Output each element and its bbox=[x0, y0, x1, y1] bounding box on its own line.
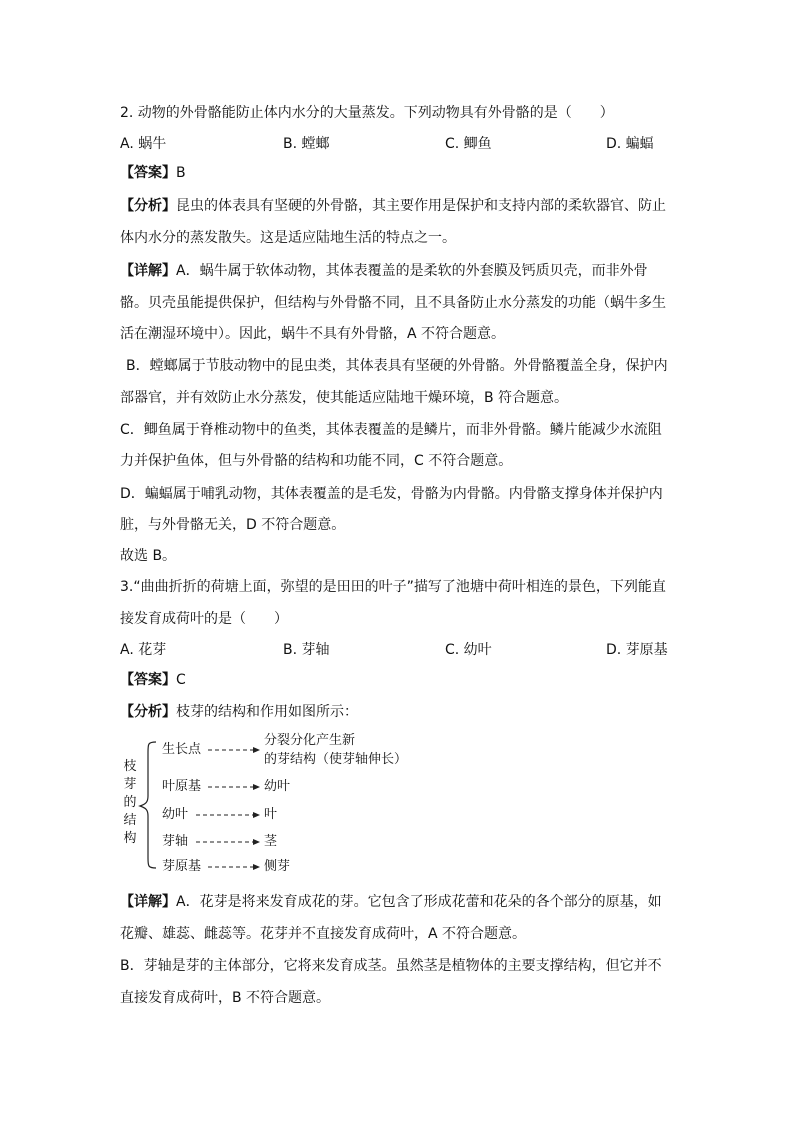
q3-question-line1: 3.“曲曲折折的荷塘上面，弥望的是田田的叶子”描写了池塘中荷叶相连的景色，下列能直 bbox=[120, 579, 666, 595]
part-bud-primordium: 芽原基 bbox=[162, 859, 202, 874]
result-growth-point-2: 的芽结构（使芽轴伸长） bbox=[264, 752, 408, 767]
bud-structure-diagram bbox=[120, 730, 440, 880]
q3-detail-line3: B．芽轴是芽的主体部分，它将来发育成茎。虽然茎是植物体的主要支撑结构，但它并不 bbox=[120, 958, 662, 974]
result-leaf-primordium: 幼叶 bbox=[264, 779, 291, 794]
q3-option-a: A. 花芽 bbox=[120, 642, 167, 658]
diagram-root-label bbox=[122, 758, 138, 848]
detail-tag: 【详解】 bbox=[120, 894, 176, 910]
q2-option-d: D. 蝙蝠 bbox=[606, 136, 654, 152]
q3-detail-line2: 花瓣、雄蕊、雌蕊等。花芽并不直接发育成荷叶，A 不符合题意。 bbox=[120, 926, 527, 942]
root-char: 的 bbox=[123, 795, 137, 810]
q2-option-c: C. 鲫鱼 bbox=[445, 136, 492, 152]
answer-value: B bbox=[176, 165, 186, 181]
q3-analysis bbox=[120, 702, 358, 722]
result-bud-primordium: 侧芽 bbox=[264, 859, 291, 874]
q2-option-a: A. 蜗牛 bbox=[120, 136, 167, 152]
q2-option-b: B. 螳螂 bbox=[283, 136, 330, 152]
answer-tag: 【答案】 bbox=[120, 672, 176, 688]
root-char: 构 bbox=[123, 831, 137, 846]
result-young-leaf: 叶 bbox=[264, 807, 278, 822]
q3-detail-line4: 直接发育成荷叶，B 不符合题意。 bbox=[120, 990, 331, 1006]
q2-detail-line2: 骼。贝壳虽能提供保护，但结构与外骨骼不同，且不具备防止水分蒸发的功能（蜗牛多生 bbox=[120, 295, 666, 311]
q2-detail-line8: D．蝙蝠属于哺乳动物，其体表覆盖的是毛发，骨骼为内骨骼。内骨骼支撑身体并保护内 bbox=[120, 486, 663, 502]
q3-answer bbox=[120, 670, 186, 690]
analysis-tag: 【分析】 bbox=[120, 198, 176, 214]
answer-tag: 【答案】 bbox=[120, 165, 176, 181]
arrow-head-1 bbox=[253, 747, 260, 753]
q2-detail-line1 bbox=[120, 261, 648, 281]
detail-tag: 【详解】 bbox=[120, 263, 176, 279]
q2-detail-line4: B．螳螂属于节肢动物中的昆虫类，其体表具有坚硬的外骨骼。外骨骼覆盖全身，保护内 bbox=[126, 358, 668, 374]
q2-detail-line5: 部器官，并有效防止水分蒸发，使其能适应陆地干燥环境，B 符合题意。 bbox=[120, 390, 569, 406]
q3-option-b: B. 芽轴 bbox=[283, 642, 330, 658]
q2-detail-line3: 活在潮湿环境中）。因此，蜗牛不具有外骨骼，A 不符合题意。 bbox=[120, 326, 506, 342]
analysis-text: 枝芽的结构和作用如图所示： bbox=[176, 704, 358, 720]
q3-option-c: C. 幼叶 bbox=[445, 642, 492, 658]
root-char: 结 bbox=[123, 813, 137, 828]
part-bud-axis: 芽轴 bbox=[162, 834, 189, 849]
analysis-tag: 【分析】 bbox=[120, 704, 176, 720]
arrow-head-2 bbox=[253, 784, 260, 790]
q2-question: 2. 动物的外骨骼能防止体内水分的大量蒸发。下列动物具有外骨骼的是（ ） bbox=[120, 105, 614, 121]
detail-text: A．花芽是将来发育成花的芽。它包含了形成花蕾和花朵的各个部分的原基，如 bbox=[176, 894, 662, 910]
detail-text: A．蜗牛属于软体动物，其体表覆盖的是柔软的外套膜及钙质贝壳，而非外骨 bbox=[176, 263, 648, 279]
q3-option-d: D. 芽原基 bbox=[606, 642, 668, 658]
arrow-head-4 bbox=[253, 839, 260, 845]
q2-detail-line6: C．鲫鱼属于脊椎动物中的鱼类，其体表覆盖的是鳞片，而非外骨骼。鳞片能减少水流阻 bbox=[120, 422, 662, 438]
part-leaf-primordium: 叶原基 bbox=[162, 779, 202, 794]
q2-analysis-line2: 体内水分的蒸发散失。这是适应陆地生活的特点之一。 bbox=[120, 230, 456, 246]
q2-detail-line9: 脏，与外骨骼无关，D 不符合题意。 bbox=[120, 517, 346, 533]
result-bud-axis: 茎 bbox=[264, 834, 278, 849]
root-char: 芽 bbox=[123, 777, 137, 792]
q2-analysis-line1 bbox=[120, 196, 666, 216]
arrow-head-3 bbox=[253, 812, 260, 818]
q2-detail-line7: 力并保护鱼体，但与外骨骼的结构和功能不同，C 不符合题意。 bbox=[120, 453, 513, 469]
part-young-leaf: 幼叶 bbox=[162, 807, 189, 822]
q3-question-line2: 接发育成荷叶的是（ ） bbox=[120, 611, 288, 627]
root-char: 枝 bbox=[123, 759, 137, 774]
analysis-text: 昆虫的体表具有坚硬的外骨骼，其主要作用是保护和支持内部的柔软器官、防止 bbox=[176, 198, 666, 214]
q2-conclusion: 故选 B。 bbox=[120, 548, 177, 564]
result-growth-point: 分裂分化产生新 bbox=[264, 733, 356, 748]
arrow-head-5 bbox=[253, 864, 260, 870]
answer-value: C bbox=[176, 672, 186, 688]
brace bbox=[140, 742, 156, 868]
part-growth-point: 生长点 bbox=[162, 742, 202, 757]
q3-detail-line1 bbox=[120, 892, 662, 912]
q2-answer bbox=[120, 163, 186, 183]
